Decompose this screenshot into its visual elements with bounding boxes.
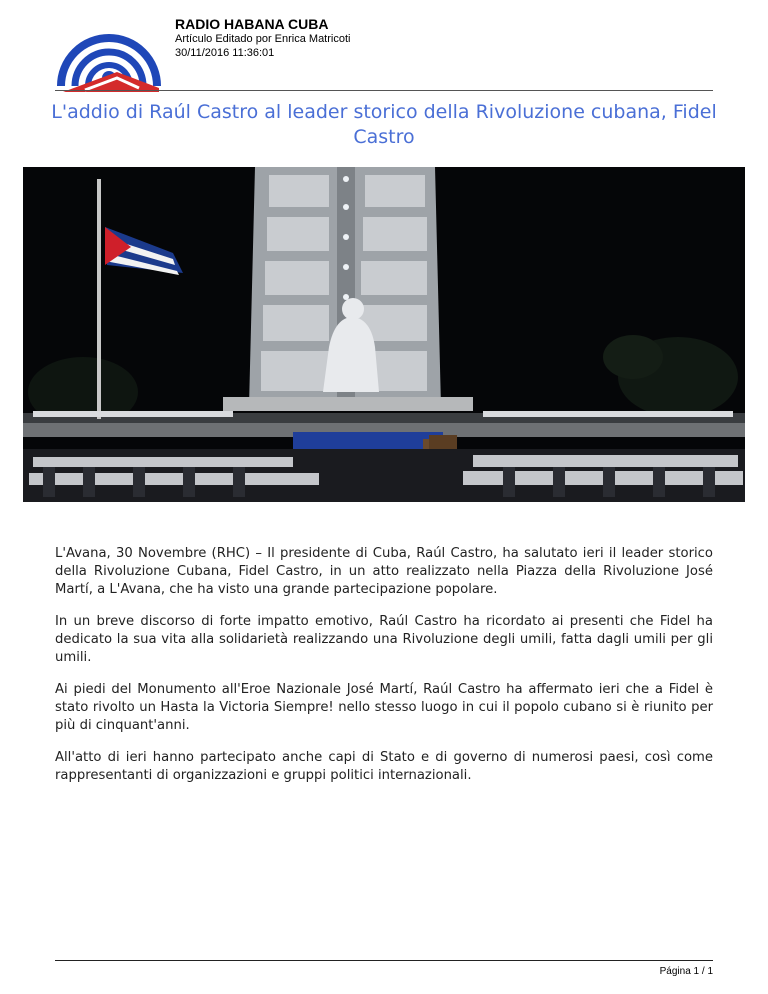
radio-habana-logo [55, 16, 163, 92]
publish-datetime: 30/11/2016 11:36:01 [175, 47, 275, 59]
header-divider [55, 90, 713, 91]
footer-divider [55, 960, 713, 961]
edited-by: Artículo Editado por Enrica Matricoti [175, 33, 351, 45]
document-header [175, 16, 350, 60]
article-body [55, 545, 713, 799]
page-number: Página 1 / 1 [659, 966, 713, 977]
paragraph-1: L'Avana, 30 Novembre (RHC) – Il presidente di Cuba, Raúl Castro, ha salutato ieri il leader storico della Rivoluzione Cubana, Fidel Castro, in un atto realizzato nella Piazza della Rivoluzione José Martí, a L'Avana, che ha visto una grande partecipazione popolare. [55, 546, 713, 597]
paragraph-4: All'atto di ieri hanno partecipato anche capi di Stato e di governo di numerosi paesi, così come rappresentanti di organizzazioni e gruppi politici internazionali. [55, 750, 713, 783]
article-photo [23, 167, 745, 502]
station-name: RADIO HABANA CUBA [175, 16, 329, 32]
article-title: L'addio di Raúl Castro al leader storico della Rivoluzione cubana, Fidel Castro [51, 101, 717, 148]
paragraph-2: In un breve discorso di forte impatto emotivo, Raúl Castro ha ricordato ai presenti che Fidel ha dedicato la sua vita alla solidarietà realizzando una Rivoluzione degli umili, fatta dagli umili per gli umili. [55, 614, 713, 665]
paragraph-3: Ai piedi del Monumento all'Eroe Nazionale José Martí, Raúl Castro ha affermato ieri che a Fidel è stato rivolto un Hasta la Victoria Siempre! nello stesso luogo in cui il popolo cubano si è riunito per più di cinquant'anni. [55, 682, 713, 733]
